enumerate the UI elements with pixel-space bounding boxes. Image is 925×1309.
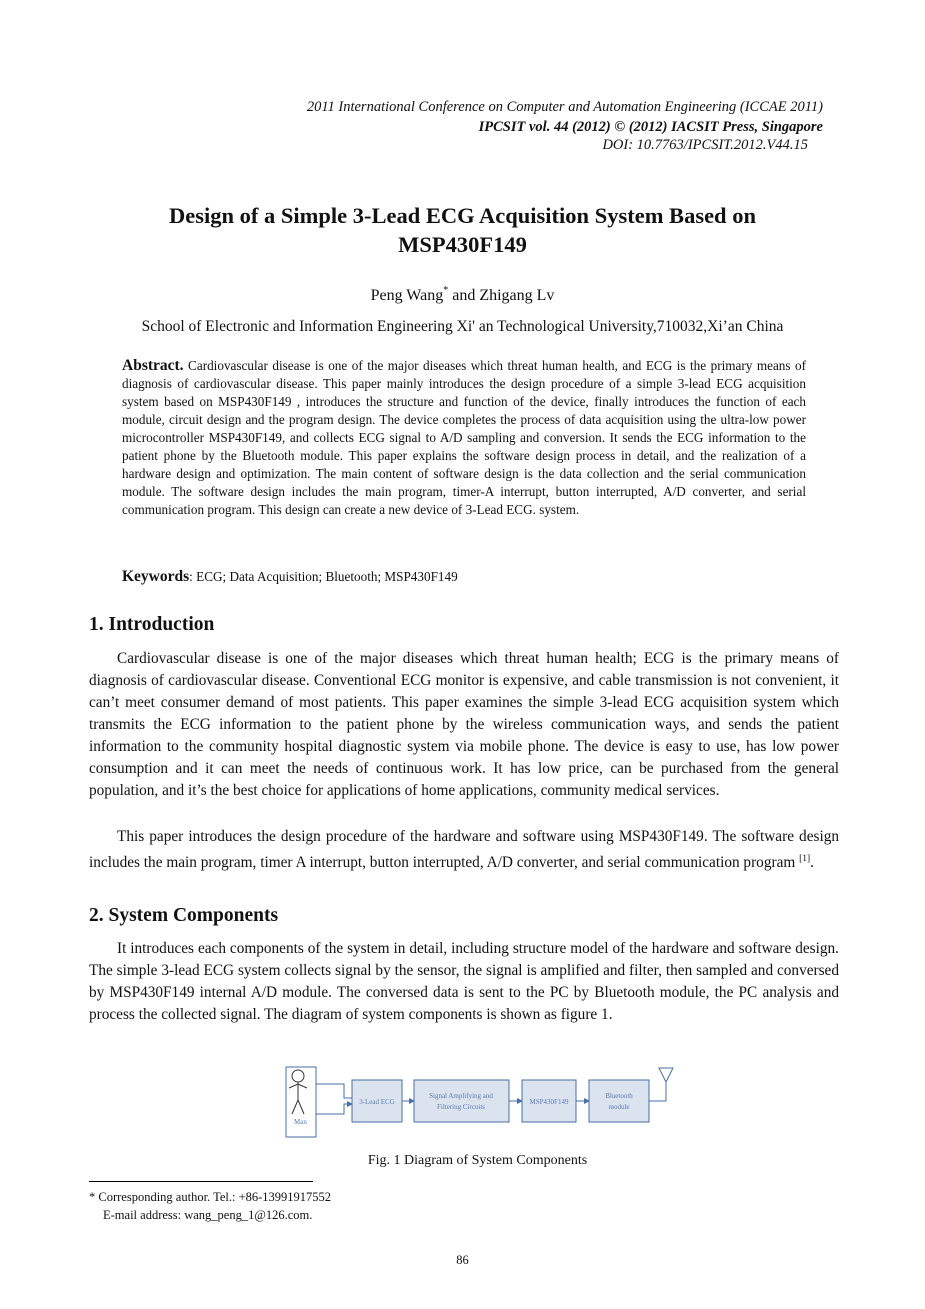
person-ecg-connector (316, 1084, 352, 1114)
conference-name: 2011 International Conference on Computer and Automation Engineering (ICCAE 2011) (306, 99, 823, 115)
citation-ref: [1] (799, 854, 811, 864)
person-frame (286, 1067, 316, 1137)
block-bluetooth (589, 1080, 649, 1122)
block-bluetooth-label-1: Bluetooth (605, 1092, 633, 1100)
section-1-paragraph-2 (89, 826, 839, 874)
abstract-label: Abstract. (122, 357, 184, 374)
footnote-rule (89, 1181, 313, 1182)
section-1-paragraph-1: Cardiovascular disease is one of the major diseases which threat human health; ECG is the primary means of diagnosis of cardiovascular disease. Conventional ECG monitor is expensive, and cable transmission is not convenient, it can’t meet consumer demand of most patients. This paper examines the simple 3-lead ECG acquisition system which transmits the ECG information to the patient phone by the wireless communication ways, and sends the patient information to the community hospital diagnostic system via mobile phone. The device is easy to use, has low power consumption and it can meet the needs of continuous work. It has low price, can be purchased from the general population, and it’s the best choice for applications of home applications, community medical services. (89, 650, 839, 799)
block-bluetooth-label-2: module (608, 1103, 630, 1111)
title-line-2: MSP430F149 (398, 232, 527, 257)
person-label: Man (294, 1118, 307, 1126)
keywords (122, 568, 458, 586)
footnote-corresponding: * Corresponding author. Tel.: +86-13991917552 (89, 1190, 332, 1204)
block-signal-amplifying-label-2: Filtering Circuits (436, 1103, 486, 1111)
doi: DOI: 10.7763/IPCSIT.2012.V44.15 (602, 137, 808, 153)
keywords-label: Keywords (122, 568, 190, 585)
page-number: 86 (456, 1253, 469, 1267)
corresponding-mark: * (443, 285, 449, 296)
block-signal-amplifying (414, 1080, 509, 1122)
authors (0, 285, 925, 305)
figure-caption: Fig. 1 Diagram of System Components (367, 1153, 588, 1168)
keywords-separator: : (189, 569, 193, 584)
author-first: Peng Wang (370, 287, 444, 304)
section-2-paragraph-1: It introduces each components of the system in detail, including structure model of the hardware and software design. The simple 3-lead ECG system collects signal by the sensor, the signal is amplified and filter, then sampled and conversed by MSP430F149 internal A/D module. The conversed data is sent to the PC by Bluetooth module, the PC analysis and process the collected signal. The diagram of system components is shown as figure 1. (89, 940, 839, 1023)
section-1-p2-text: This paper introduces the design procedure of the hardware and software using MSP430F149. The software design includes the main program, timer A interrupt, button interrupted, A/D converter, and serial communication program (89, 828, 839, 871)
block-3-lead-ecg-label: 3-Lead ECG (359, 1098, 395, 1106)
block-signal-amplifying-label-1: Signal Amplifying and (429, 1092, 493, 1100)
paper-title (0, 201, 925, 259)
antenna-icon (649, 1068, 673, 1101)
author-rest: and Zhigang Lv (448, 287, 555, 304)
footnote-email: E-mail address: wang_peng_1@126.com. (103, 1208, 313, 1222)
section-1-heading: 1. Introduction (89, 614, 215, 635)
section-1-p2-end: . (810, 854, 814, 871)
person-icon (289, 1070, 307, 1114)
title-line-1: Design of a Simple 3-Lead ECG Acquisition System Based on (169, 203, 756, 228)
system-diagram (284, 1064, 676, 1140)
keywords-text: ECG; Data Acquisition; Bluetooth; MSP430F149 (192, 569, 458, 584)
block-msp430f149-label: MSP430F149 (529, 1098, 569, 1106)
journal-volume: IPCSIT vol. 44 (2012) © (2012) IACSIT Press, Singapore (478, 119, 823, 135)
section-2-heading: 2. System Components (89, 905, 279, 926)
affiliation: School of Electronic and Information Engineering Xi' an Technological University,710032,Xi’an China (141, 318, 784, 335)
abstract (122, 357, 806, 519)
abstract-text: Cardiovascular disease is one of the major diseases which threat human health, and ECG is the primary means of diagnosis of cardiovascular disease. This paper mainly introduces the design procedure of a simple 3-lead ECG acquisition system based on MSP430F149 , introduces the structure and function of the device, finally introduces the function of each module, circuit design and the program design. The device completes the process of data acquisition using the ultra-low power microcontroller MSP430F149, and collects ECG signal to A/D sampling and conversion. It sends the ECG information to the patient phone by the Bluetooth module. This paper explains the software design process in detail, and the realization of a hardware design and optimization. The main content of software design is the data collection and the serial communication module. The software design includes the main program, timer-A interrupt, button interrupted, A/D converter, and serial communication program. This design can create a new device of 3-Lead ECG. system. (122, 358, 806, 518)
